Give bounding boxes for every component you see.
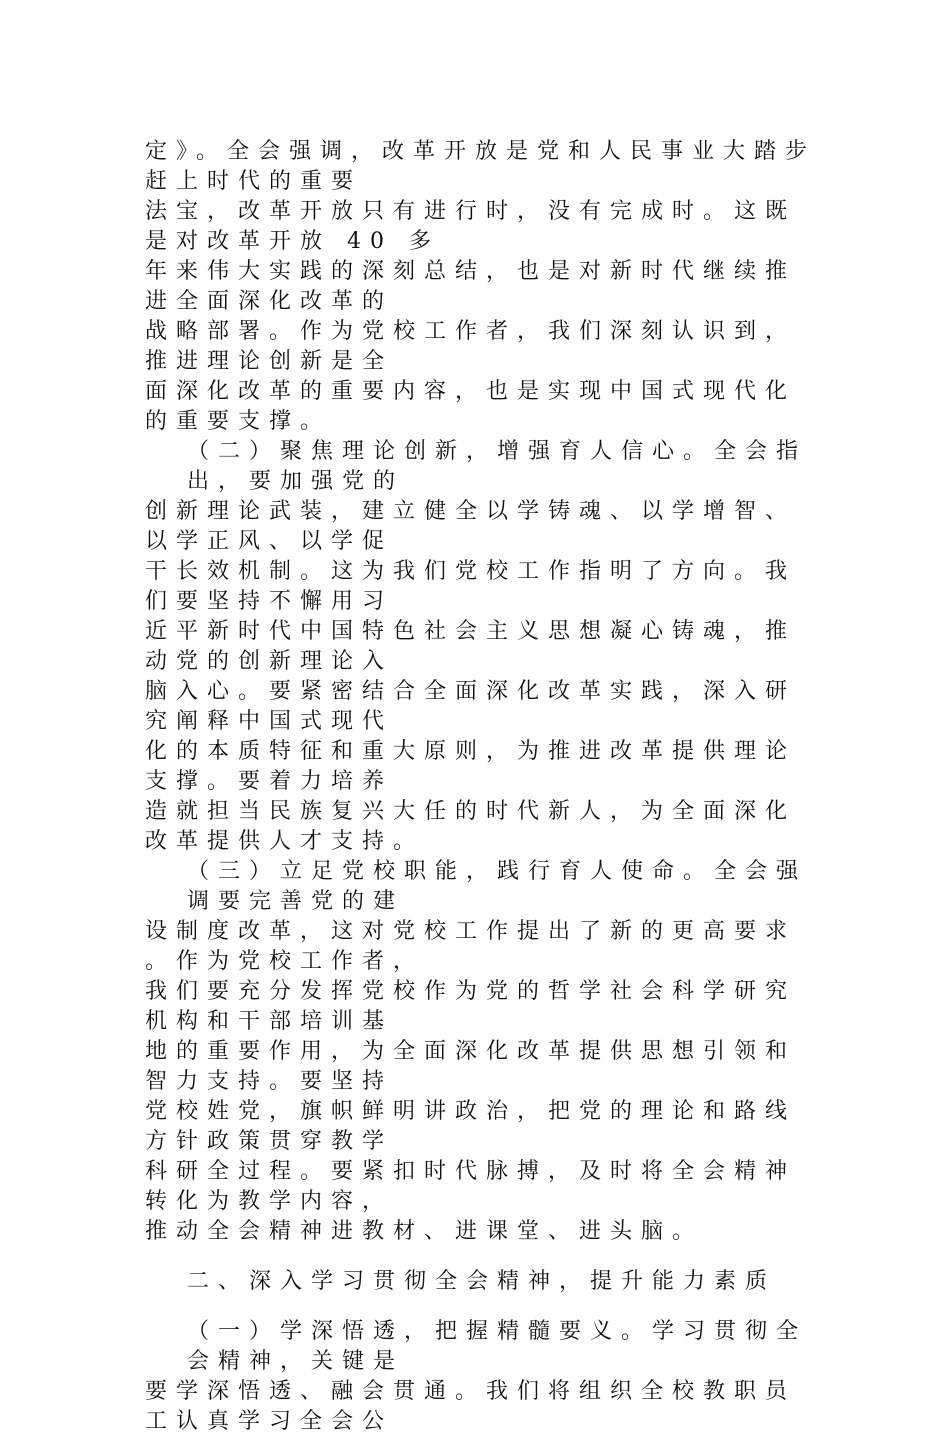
- text-line: 战略部署。作为党校工作者，我们深刻认识到，推进理论创新是全: [145, 319, 797, 374]
- text-line: 科研全过程。要紧扣时代脉搏，及时将全会精神转化为教学内容，: [145, 1159, 797, 1214]
- text-line: 面深化改革的重要内容，也是实现中国式现代化的重要支撑。: [145, 379, 797, 434]
- text-line: 设制度改革，这对党校工作提出了新的更高要求。作为党校工作者，: [145, 919, 797, 974]
- text-line: （二）聚焦理论创新，增强育人信心。全会指出，要加强党的: [187, 439, 808, 494]
- text-line: 定》。全会强调，改革开放是党和人民事业大踏步赶上时代的重要: [145, 139, 817, 194]
- text-line: （三）立足党校职能，践行育人使命。全会强调要完善党的建: [187, 859, 808, 914]
- text-line: 二、深入学习贯彻全会精神，提升能力素质: [187, 1269, 777, 1294]
- text-line: 我们要充分发挥党校作为党的哲学社会科学研究机构和干部培训基: [145, 979, 797, 1034]
- document-body: [145, 137, 825, 1437]
- text-line: 化的本质特征和重大原则，为推进改革提供理论支撑。要着力培养: [145, 739, 797, 794]
- text-line: 造就担当民族复兴大任的时代新人，为全面深化改革提供人才支持。: [145, 799, 797, 854]
- text-line: 要学深悟透、融会贯通。我们将组织全校教职员工认真学习全会公: [145, 1379, 797, 1434]
- text-line: 地的重要作用，为全面深化改革提供思想引领和智力支持。要坚持: [145, 1039, 797, 1094]
- text-line: 党校姓党，旗帜鲜明讲政治，把党的理论和路线方针政策贯穿教学: [145, 1099, 797, 1154]
- text-line: 推动全会精神进教材、进课堂、进头脑。: [145, 1219, 704, 1244]
- text-line: 创新理论武装，建立健全以学铸魂、以学增智、以学正风、以学促: [145, 499, 797, 554]
- text-line: 近平新时代中国特色社会主义思想凝心铸魂，推动党的创新理论入: [145, 619, 797, 674]
- text-line: 干长效机制。这为我们党校工作指明了方向。我们要坚持不懈用习: [145, 559, 797, 614]
- text-line: 法宝，改革开放只有进行时，没有完成时。这既是对改革开放 40 多: [145, 199, 797, 254]
- text-line: 脑入心。要紧密结合全面深化改革实践，深入研究阐释中国式现代: [145, 679, 797, 734]
- text-line: （一）学深悟透，把握精髓要义。学习贯彻全会精神，关键是: [187, 1319, 808, 1374]
- text-line: 年来伟大实践的深刻总结，也是对新时代继续推进全面深化改革的: [145, 259, 797, 314]
